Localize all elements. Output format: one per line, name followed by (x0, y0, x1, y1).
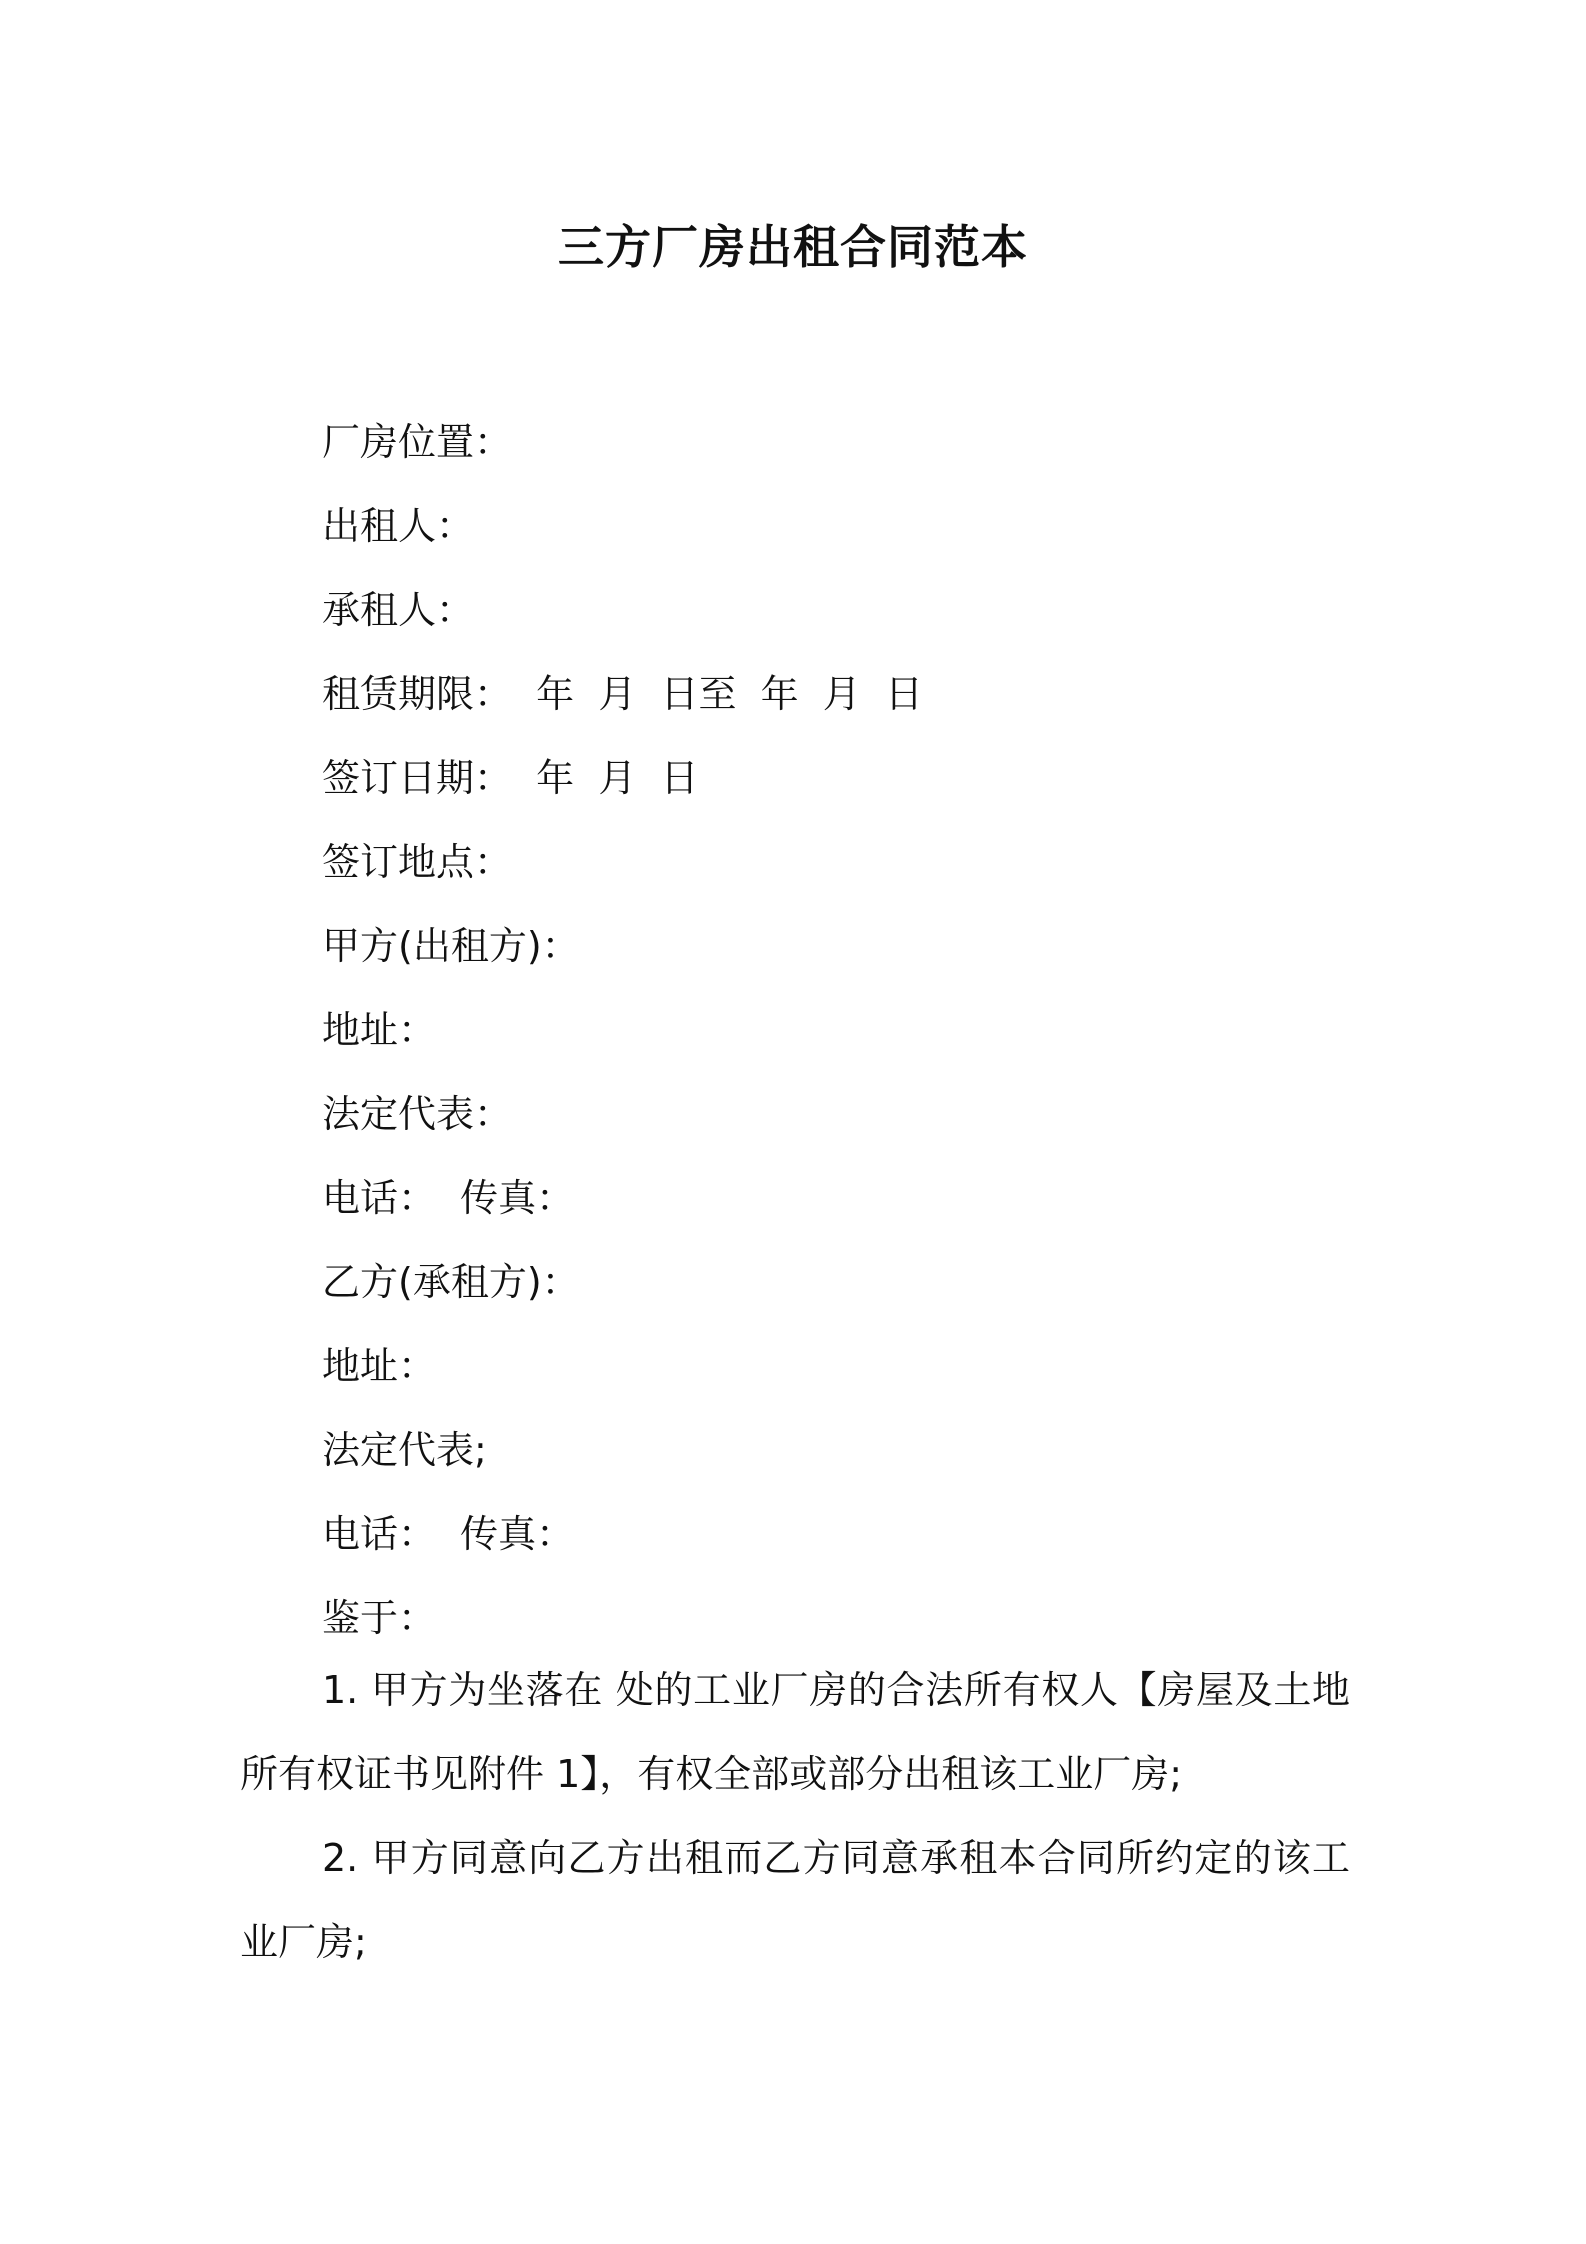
field-party-b-address: 地址： (322, 1344, 437, 1388)
field-party-b: 乙方(承租方)： (322, 1260, 580, 1304)
field-party-b-phone-fax: 电话： 传真： (322, 1512, 575, 1556)
field-signing-place: 签订地点： (322, 840, 513, 884)
contract-fields (322, 400, 1372, 1660)
field-party-a-address: 地址： (322, 1008, 437, 1052)
recital-paragraph-1: 1. 甲方为坐落在 处的工业厂房的合法所有权人【房屋及土地所有权证书见附件 1】，有权全部或部分出租该工业厂房; (240, 1668, 1350, 1796)
field-lessor: 出租人： (322, 504, 475, 548)
field-lease-term: 租赁期限： 年 月 日至 年 月 日 (322, 672, 923, 716)
field-signing-date: 签订日期： 年 月 日 (322, 756, 699, 800)
field-party-a-phone-fax: 电话： 传真： (322, 1176, 575, 1220)
recital-paragraph-2: 2. 甲方同意向乙方出租而乙方同意承租本合同所约定的该工业厂房; (240, 1836, 1350, 1964)
document-title: 三方厂房出租合同范本 (558, 220, 1028, 274)
field-party-a: 甲方(出租方)： (322, 924, 580, 968)
field-party-b-representative: 法定代表; (322, 1428, 487, 1472)
field-factory-location: 厂房位置： (322, 420, 513, 464)
field-lessee: 承租人： (322, 588, 475, 632)
contract-body (240, 1648, 1350, 1984)
field-party-a-representative: 法定代表： (322, 1092, 513, 1136)
field-whereas: 鉴于： (322, 1596, 437, 1640)
